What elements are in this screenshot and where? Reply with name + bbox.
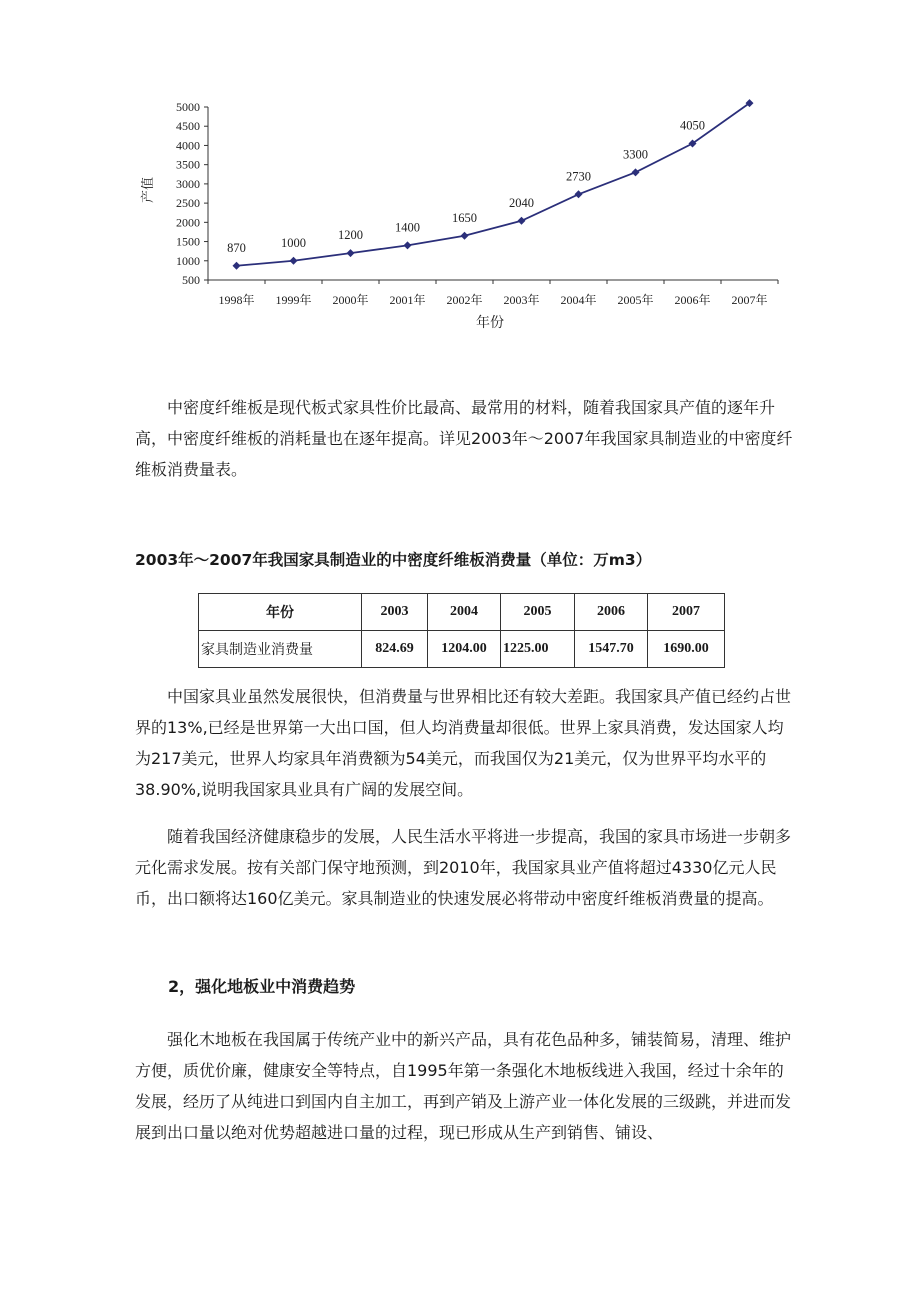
table-header-cell: 2006 bbox=[575, 594, 648, 631]
y-tick-label: 3500 bbox=[176, 157, 200, 172]
x-tick-label: 2001年 bbox=[389, 293, 426, 307]
paragraph-consumption-gap: 中国家具业虽然发展很快，但消费量与世界相比还有较大差距。我国家具产值已经约占世界的13%,已经是世界第一大出口国，但人均消费量却很低。世界上家具消费，发达国家人均为217美元，世界人均家具年消费额为54美元，而我国仅为21美元，仅为世界平均水平的38.90%,说明我国家具业具有广阔的发展空间。 bbox=[135, 687, 792, 799]
table-header-cell: 2003 bbox=[362, 594, 428, 631]
data-label: 1200 bbox=[338, 228, 363, 243]
data-point bbox=[518, 217, 526, 225]
table-cell: 1225.00 bbox=[501, 631, 575, 668]
x-tick-label: 2006年 bbox=[674, 293, 711, 307]
table-cell: 1204.00 bbox=[428, 631, 501, 668]
y-axis-label: 产值 bbox=[140, 176, 155, 204]
y-tick-label: 500 bbox=[182, 273, 200, 287]
x-tick-label: 1999年 bbox=[275, 293, 312, 307]
data-point bbox=[233, 262, 241, 270]
data-label: 4050 bbox=[680, 118, 705, 133]
data-label: 1400 bbox=[395, 220, 420, 235]
x-tick-label: 2005年 bbox=[617, 293, 654, 307]
x-axis-label: 年份 bbox=[476, 316, 504, 331]
table-title: 2003年～2007年我国家具制造业的中密度纤维板消费量（单位：万m3） bbox=[135, 551, 652, 569]
paragraph-market-forecast: 随着我国经济健康稳步的发展，人民生活水平将进一步提高，我国的家具市场进一步朝多元化需求发展。按有关部门保守地预测，到2010年，我国家具业产值将超过4330亿元人民币，出口额将达160亿美元。家具制造业的快速发展必将带动中密度纤维板消费量的提高。 bbox=[135, 827, 792, 908]
table-cell: 824.69 bbox=[362, 631, 428, 668]
series bbox=[227, 99, 753, 270]
table-header-cell: 2005 bbox=[501, 594, 575, 631]
data-label: 2730 bbox=[566, 169, 591, 184]
table-row bbox=[199, 631, 725, 668]
x-tick-label: 2007年 bbox=[731, 293, 768, 307]
output-value-line-chart bbox=[130, 95, 790, 340]
table-header-cell: 2007 bbox=[648, 594, 725, 631]
table-header-cell: 年份 bbox=[199, 594, 362, 631]
table-cell: 1690.00 bbox=[648, 631, 725, 668]
x-tick-label: 1998年 bbox=[218, 293, 255, 307]
data-point bbox=[461, 232, 469, 240]
data-point bbox=[347, 249, 355, 257]
y-tick-label: 5000 bbox=[176, 100, 200, 114]
y-tick-label: 2500 bbox=[176, 196, 200, 211]
table-row-label: 家具制造业消费量 bbox=[199, 631, 362, 668]
data-label: 1650 bbox=[452, 210, 477, 225]
y-tick-label: 1500 bbox=[176, 234, 200, 249]
x-tick-label: 2003年 bbox=[503, 293, 540, 307]
x-tick-label: 2000年 bbox=[332, 293, 369, 307]
y-tick-label: 1000 bbox=[176, 253, 200, 268]
data-point bbox=[575, 190, 583, 198]
data-point bbox=[632, 168, 640, 176]
x-axis bbox=[208, 280, 778, 307]
data-label: 1000 bbox=[281, 235, 306, 250]
data-label: 3300 bbox=[623, 147, 648, 162]
series-line bbox=[237, 103, 750, 266]
data-label: 2040 bbox=[509, 195, 534, 210]
y-tick-label: 2000 bbox=[176, 215, 200, 230]
paragraph-mdf-intro: 中密度纤维板是现代板式家具性价比最高、最常用的材料，随着我国家具产值的逐年升高，中密度纤维板的消耗量也在逐年提高。详见2003年～2007年我国家具制造业的中密度纤维板消费量表。 bbox=[135, 398, 793, 479]
table-header-row bbox=[199, 594, 725, 631]
data-label: 870 bbox=[227, 240, 246, 255]
table-header-cell: 2004 bbox=[428, 594, 501, 631]
table-cell: 1547.70 bbox=[575, 631, 648, 668]
data-point bbox=[290, 257, 298, 265]
y-tick-label: 4000 bbox=[176, 138, 200, 153]
paragraph-laminate-flooring: 强化木地板在我国属于传统产业中的新兴产品，具有花色品种多，铺装简易，清理、维护方便，质优价廉，健康安全等特点，自1995年第一条强化木地板线进入我国，经过十余年的发展，经历了从纯进口到国内自主加工，再到产销及上游产业一体化发展的三级跳，并进而发展到出口量以绝对优势超越进口量的过程，现已形成从生产到销售、铺设、 bbox=[135, 1030, 792, 1142]
y-axis bbox=[176, 100, 208, 287]
mdf-consumption-table bbox=[198, 593, 725, 668]
x-tick-label: 2002年 bbox=[446, 293, 483, 307]
y-tick-label: 4500 bbox=[176, 119, 200, 134]
y-tick-label: 3000 bbox=[176, 176, 200, 191]
section-heading: 2，强化地板业中消费趋势 bbox=[168, 977, 356, 996]
x-tick-label: 2004年 bbox=[560, 293, 597, 307]
data-point bbox=[404, 241, 412, 249]
